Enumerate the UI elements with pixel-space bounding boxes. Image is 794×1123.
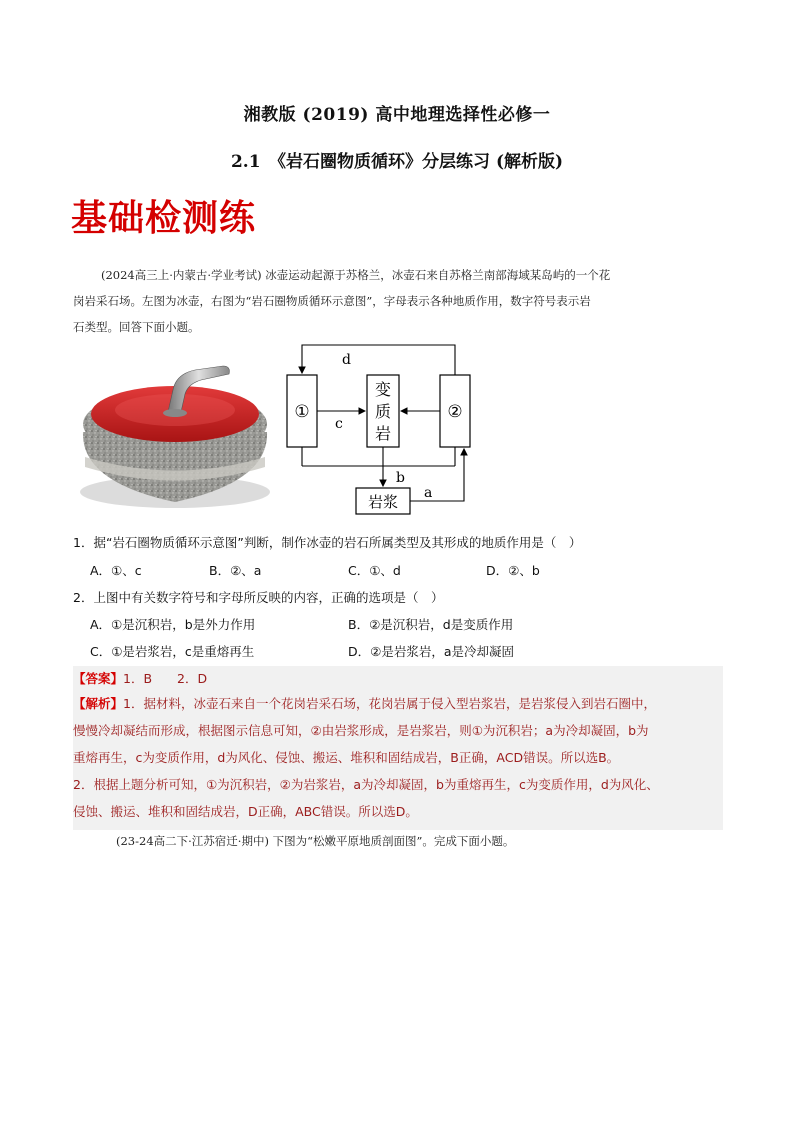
magma-label: 岩浆 <box>367 493 399 511</box>
analysis-text: 1．据材料，冰壶石来自一个花岗岩采石场，花岗岩属于侵入型岩浆岩，是岩浆侵入到岩石圈中， <box>123 696 656 711</box>
section-heading: 基础检测练 <box>71 198 257 239</box>
analysis-tag: 【解析】 <box>73 696 124 711</box>
question-1-option-d[interactable]: D．②、b <box>486 563 540 578</box>
intro-line: (2024高三上·内蒙古·学业考试) 冰壶运动起源于苏格兰，冰壶石来自苏格兰南部海域某岛屿的一个花 <box>101 268 611 282</box>
question-1-option-c[interactable]: C．①、d <box>348 563 401 578</box>
analysis-line: 重熔再生，c为变质作用，d为风化、侵蚀、搬运、堆积和固结成岩，B正确，ACD错误。所以选B。 <box>73 750 620 765</box>
process-label-b: b <box>396 470 405 486</box>
document-title: 湘教版 (2019) 高中地理选择性必修一 <box>243 105 551 125</box>
question-2-option-d[interactable]: D．②是岩浆岩，a是冷却凝固 <box>348 644 514 659</box>
answer-text: 1．B 2．D <box>123 671 208 686</box>
document-subtitle: 2.1 《岩石圈物质循环》分层练习 (解析版) <box>230 152 564 172</box>
question-2-option-c[interactable]: C．①是岩浆岩，c是重熔再生 <box>90 644 255 659</box>
question-intro <box>73 262 721 340</box>
question-1-option-a[interactable]: A．①、c <box>90 563 142 578</box>
metamorphic-label: 岩 <box>374 424 392 443</box>
rock-cycle-diagram <box>284 340 484 520</box>
analysis-line <box>73 694 656 714</box>
question-2-stem: 2．上图中有关数字符号和字母所反映的内容，正确的选项是（ ） <box>73 590 444 605</box>
analysis-line: 侵蚀、搬运、堆积和固结成岩，D正确，ABC错误。所以选D。 <box>73 804 418 819</box>
analysis-line: 慢慢冷却凝结而形成，根据图示信息可知，②由岩浆形成，是岩浆岩，则①为沉积岩；a为冷却凝固，b为 <box>73 723 649 738</box>
question-1-stem: 1．据“岩石圈物质循环示意图”判断，制作冰壶的岩石所属类型及其形成的地质作用是（ ） <box>73 535 582 550</box>
question-2-option-b[interactable]: B．②是沉积岩，d是变质作用 <box>348 617 514 632</box>
box-1-label: ① <box>294 402 310 422</box>
intro-line: 石类型。回答下面小题。 <box>73 320 200 334</box>
question-1-option-b[interactable]: B．②、a <box>209 563 262 578</box>
process-label-d: d <box>342 352 351 368</box>
answer-line <box>73 669 207 689</box>
metamorphic-label: 质 <box>374 402 392 421</box>
answer-tag: 【答案】 <box>73 671 124 686</box>
process-label-a: a <box>424 485 433 501</box>
box-2-label: ② <box>447 402 463 422</box>
intro-line: 岗岩采石场。左图为冰壶，右图为“岩石圈物质循环示意图”，字母表示各种地质作用，数字符号表示岩 <box>73 294 591 308</box>
question-2-option-a[interactable]: A．①是沉积岩，b是外力作用 <box>90 617 256 632</box>
next-question-intro: (23-24高二下·江苏宿迁·期中) 下图为“松嫩平原地质剖面图”。完成下面小题。 <box>116 834 515 848</box>
metamorphic-label: 变 <box>374 380 392 399</box>
analysis-line: 2．根据上题分析可知，①为沉积岩，②为岩浆岩，a为冷却凝固，b为重熔再生，c为变质作用，d为风化、 <box>73 777 659 792</box>
curling-stone-image <box>73 352 278 512</box>
process-label-c: c <box>335 416 343 432</box>
